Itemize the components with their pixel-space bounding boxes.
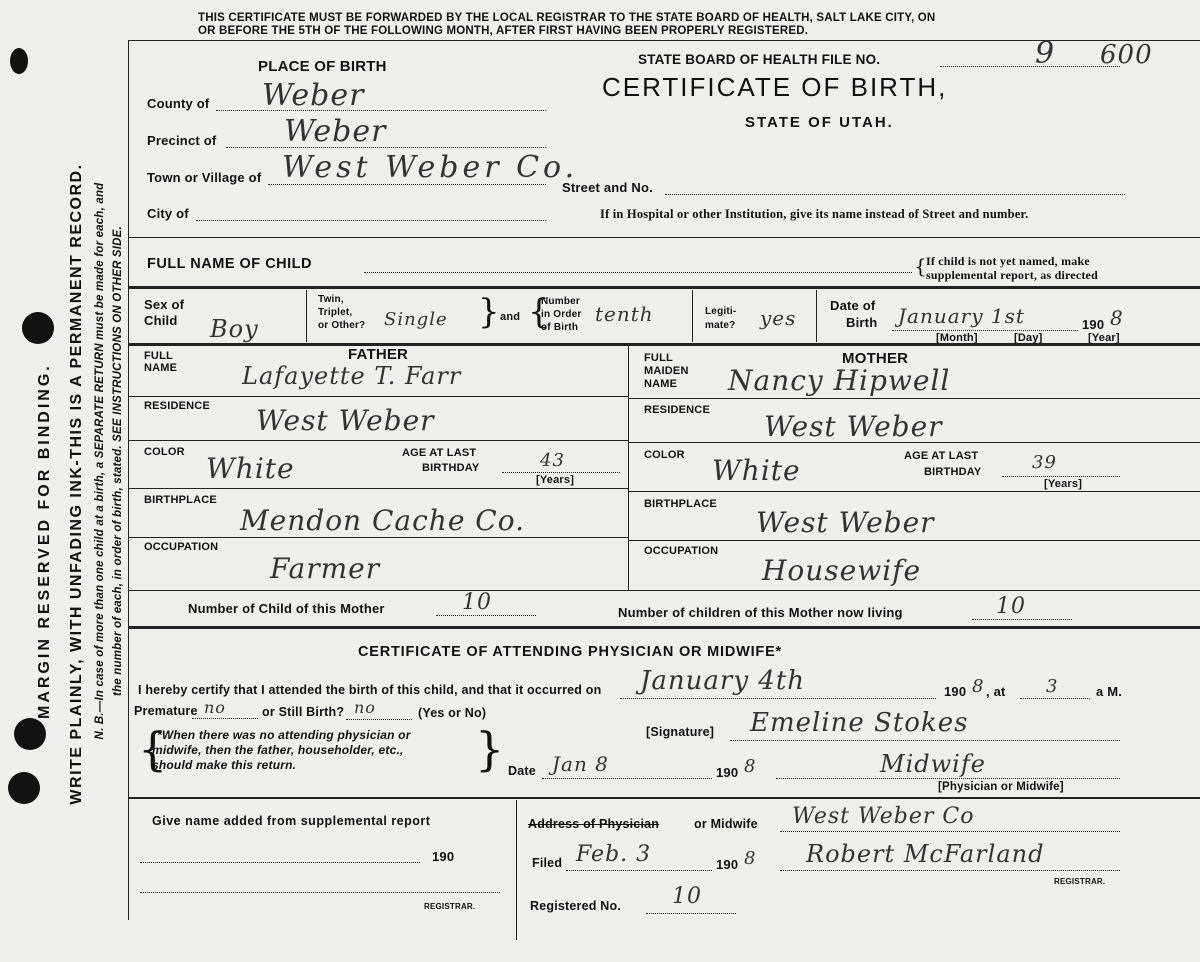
legit-value: yes (760, 306, 797, 330)
father-age-line (502, 472, 620, 473)
parents-divider (628, 345, 629, 591)
child-row-divider-3 (816, 290, 817, 342)
am-label: a M. (1096, 684, 1123, 699)
rule-above-counts (128, 590, 1200, 591)
day-label: [Day] (1014, 332, 1043, 344)
father-color-label: COLOR (144, 446, 185, 458)
father-years-label: [Years] (536, 474, 575, 486)
legit-label-2: mate? (705, 320, 736, 331)
mother-color-label: COLOR (644, 449, 685, 461)
mother-years-label: [Years] (1044, 478, 1083, 490)
father-age-label-1: AGE AT LAST (402, 447, 477, 459)
mother-name: Nancy Hipwell (728, 364, 951, 397)
precinct-value: Weber (284, 114, 387, 149)
father-birthplace: Mendon Cache Co. (240, 504, 525, 537)
city-label: City of (147, 206, 189, 221)
name-note-2: supplemental report, as directed (926, 268, 1098, 282)
city-line (196, 220, 546, 221)
living-line (972, 619, 1072, 620)
mother-full-label-2: MAIDEN (644, 365, 689, 377)
father-name: Lafayette T. Farr (242, 362, 462, 390)
stillbirth-label: or Still Birth? (262, 705, 345, 719)
mother-residence: West Weber (764, 410, 943, 443)
twin-value: Single (384, 309, 448, 330)
registrar-name: Robert McFarland (806, 840, 1045, 868)
footer-divider (516, 800, 517, 940)
occurred-date: January 4th (640, 666, 806, 696)
supp-line-2 (140, 892, 500, 893)
file-no-line (940, 66, 1120, 67)
precinct-label: Precinct of (147, 133, 217, 148)
supp-line-1 (140, 862, 420, 863)
name-note-1: If child is not yet named, make (926, 254, 1090, 268)
supp-registrar-label: REGISTRAR. (424, 902, 476, 911)
mother-age-label-1: AGE AT LAST (904, 450, 979, 462)
notice-line-1: THIS CERTIFICATE MUST BE FORWARDED BY THE LOCAL REGISTRAR TO THE STATE BOARD OF HEALTH, SALT LAKE CITY, ON (198, 12, 936, 24)
role-value: Midwife (880, 750, 986, 778)
father-age: 43 (540, 450, 565, 471)
certificate-subtitle: STATE OF UTAH. (745, 114, 894, 131)
mother-birthplace-label: BIRTHPLACE (644, 498, 717, 510)
father-occupation-label: OCCUPATION (144, 541, 219, 553)
rule-after-place (128, 237, 1200, 238)
order-label-3: of Birth (541, 322, 579, 333)
certify-text: I hereby certify that I attended the birth of this child, and that it occurred on (138, 683, 602, 697)
mother-residence-label: RESIDENCE (644, 404, 710, 416)
premature-label: Premature (134, 704, 198, 718)
and-label: and (500, 311, 521, 323)
note-brace-left: { (138, 722, 168, 776)
father-occupation: Farmer (270, 552, 381, 585)
role-label: [Physician or Midwife] (938, 781, 1064, 793)
address-line (780, 831, 1120, 832)
twin-brace: } (478, 292, 500, 332)
registered-value: 10 (672, 884, 702, 909)
birth-date-line (892, 330, 1078, 331)
birth-year-prefix: 190 (1082, 317, 1105, 332)
filed-year-prefix: 190 (716, 857, 739, 872)
full-name-label: FULL NAME OF CHILD (147, 256, 312, 272)
notice-line-2: OR BEFORE THE 5TH OF THE FOLLOWING MONTH, AFTER FIRST HAVING BEEN PROPERLY REGISTERED. (198, 25, 809, 37)
mother-occupation: Housewife (762, 554, 922, 587)
child-number-value: 10 (462, 590, 492, 615)
sign-date-year-prefix: 190 (716, 765, 739, 780)
rule-above-child-row (128, 286, 1200, 289)
address-value: West Weber Co (792, 804, 975, 829)
address-label-struck: Address of Physician (528, 817, 660, 831)
binding-hole-edge (10, 48, 28, 74)
child-name-line (364, 272, 912, 273)
premature-line (192, 718, 258, 719)
mother-full-label-1: FULL (644, 352, 673, 364)
hospital-note: If in Hospital or other Institution, give its name instead of Street and number. (600, 207, 1029, 221)
sex-value: Boy (210, 315, 259, 343)
order-brace: { (528, 292, 550, 332)
address-label: or Midwife (694, 817, 758, 831)
town-label: Town or Village of (147, 170, 262, 185)
mother-rule-2 (628, 442, 1200, 443)
father-birthplace-label: BIRTHPLACE (144, 494, 217, 506)
registered-line (646, 913, 736, 914)
mother-rule-3 (628, 491, 1200, 492)
mother-rule-4 (628, 540, 1200, 541)
legit-label-1: Legiti- (705, 306, 737, 317)
mother-birthplace: West Weber (756, 506, 935, 539)
year-label: [Year] (1088, 332, 1120, 344)
stillbirth-line (346, 719, 412, 720)
place-of-birth-heading: PLACE OF BIRTH (258, 58, 387, 75)
twin-label-1: Twin, (318, 294, 344, 305)
yes-no-label: (Yes or No) (418, 706, 487, 720)
file-no-value: 9 (1035, 36, 1056, 71)
month-label: [Month] (936, 332, 978, 344)
signature-line (730, 740, 1120, 741)
father-rule-4 (128, 537, 628, 538)
mother-age-label-2: BIRTHDAY (924, 466, 982, 478)
mother-occupation-label: OCCUPATION (644, 545, 719, 557)
attendant-note-3: should make this return. (152, 758, 297, 772)
registrar-label: REGISTRAR. (1054, 877, 1106, 886)
margin-reserved-text: MARGIN RESERVED FOR BINDING. (36, 363, 53, 719)
registered-label: Registered No. (530, 899, 622, 913)
time-value: 3 (1046, 676, 1059, 697)
date-label: Date (508, 764, 536, 778)
binding-hole-middle (14, 718, 46, 750)
attendant-note-2: midwife, then the father, householder, etc., (152, 743, 404, 757)
filed-date: Feb. 3 (576, 842, 652, 867)
mother-age: 39 (1032, 452, 1057, 473)
attendant-note-1: *When there was no attending physician or (157, 728, 411, 742)
filed-label: Filed (532, 856, 563, 870)
order-label-1: Number (541, 296, 580, 307)
father-heading: FATHER (348, 346, 409, 363)
filed-year: 8 (744, 848, 757, 869)
margin-note-line2: the number of each, in order of birth, stated. SEE INSTRUCTIONS ON OTHER SIDE. (112, 226, 124, 696)
street-line (665, 194, 1125, 195)
street-label: Street and No. (562, 180, 653, 195)
mother-heading: MOTHER (842, 350, 909, 367)
note-brace-right: } (475, 722, 505, 776)
signature-label: [Signature] (646, 725, 715, 739)
living-label: Number of children of this Mother now living (618, 605, 903, 620)
rule-above-footer (128, 797, 1200, 799)
mother-rule-1 (628, 398, 1200, 399)
birth-month-day: January 1st (898, 304, 1025, 328)
order-label-2: in Order (541, 309, 582, 320)
signature-value: Emeline Stokes (750, 708, 969, 738)
living-value: 10 (996, 594, 1026, 619)
premature-value: no (204, 698, 226, 717)
supplemental-label: Give name added from supplemental report (152, 814, 431, 828)
name-note-brace: { (914, 254, 927, 278)
role-line (776, 778, 1120, 779)
father-full-label-1: FULL (144, 350, 173, 362)
rule-below-child-row (128, 343, 1200, 346)
twin-label-3: or Other? (318, 320, 366, 331)
time-line (1020, 698, 1090, 699)
father-rule-2 (128, 440, 628, 441)
twin-label-2: Triplet, (318, 307, 353, 318)
attendant-heading: CERTIFICATE OF ATTENDING PHYSICIAN OR MIDWIFE* (358, 644, 782, 660)
certificate-title: CERTIFICATE OF BIRTH, (602, 72, 948, 102)
child-number-line (436, 615, 536, 616)
sign-date-line (542, 778, 712, 779)
file-no-value-2: 600 (1100, 40, 1153, 70)
mother-color: White (712, 454, 801, 487)
mother-full-label-3: NAME (644, 378, 678, 390)
left-frame-line (128, 40, 129, 920)
county-label: County of (147, 96, 210, 111)
father-residence-label: RESIDENCE (144, 400, 210, 412)
binding-hole-bottom (8, 772, 40, 804)
at-label: , at (986, 684, 1006, 699)
margin-note-line1: N. B.—In case of more than one child at a birth, a SEPARATE RETURN must be made for each, and (94, 182, 106, 740)
occurred-date-line (620, 698, 936, 699)
binding-hole-top (22, 312, 54, 344)
order-value: tenth (595, 302, 654, 326)
rule-above-attendant (128, 626, 1200, 629)
child-row-divider-2 (692, 290, 693, 342)
father-age-label-2: BIRTHDAY (422, 462, 480, 474)
father-residence: West Weber (256, 404, 435, 437)
sex-label-1: Sex of (144, 297, 185, 312)
sex-label-2: Child (144, 313, 178, 328)
birth-year-value: 8 (1110, 306, 1124, 330)
mother-age-line (1002, 476, 1120, 477)
town-value: West Weber Co. (282, 150, 579, 185)
child-number-label: Number of Child of this Mother (188, 601, 385, 616)
father-full-label-2: NAME (144, 362, 178, 374)
stillbirth-value: no (354, 698, 376, 717)
sign-date: Jan 8 (552, 752, 609, 776)
occurred-year-prefix: 190 (944, 684, 967, 699)
father-rule-1 (128, 396, 628, 397)
sign-date-year: 8 (744, 756, 757, 777)
filed-line (566, 870, 712, 871)
permanent-record-text: WRITE PLAINLY, WITH UNFADING INK-THIS IS A PERMANENT RECORD. (68, 163, 85, 805)
father-rule-3 (128, 488, 628, 489)
county-value: Weber (262, 78, 365, 113)
father-color: White (206, 452, 295, 485)
file-no-label: STATE BOARD OF HEALTH FILE NO. (638, 52, 881, 67)
supp-year: 190 (432, 849, 455, 864)
registrar-line (780, 870, 1120, 871)
date-label-2: Birth (846, 315, 878, 330)
occurred-year: 8 (972, 676, 985, 697)
date-label-1: Date of (830, 298, 876, 313)
child-row-divider-1 (306, 290, 307, 342)
